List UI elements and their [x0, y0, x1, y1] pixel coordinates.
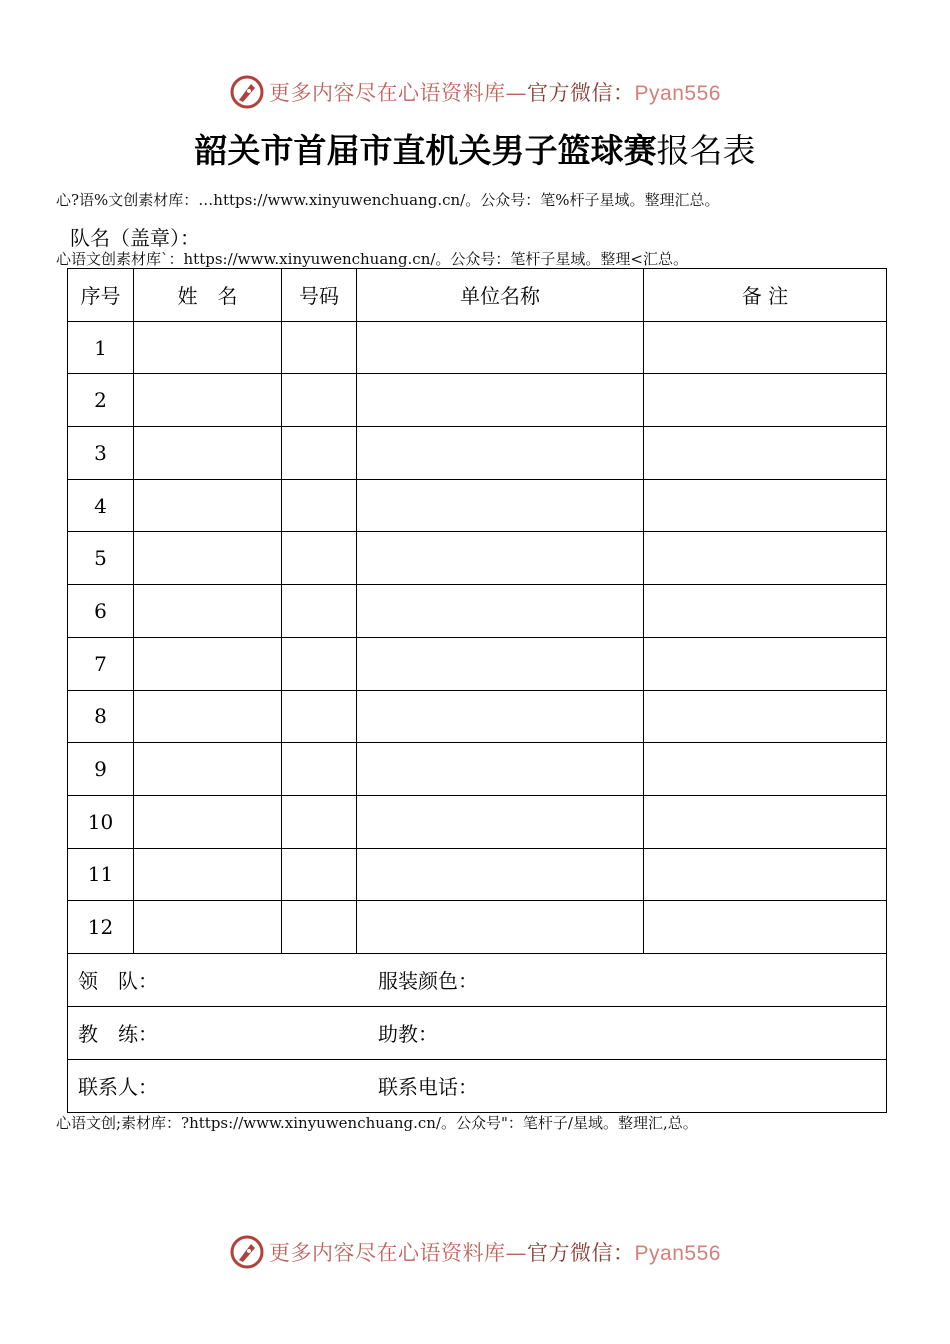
remarks-cell[interactable]	[644, 585, 887, 638]
pen-nib-logo-icon	[229, 74, 265, 110]
leader-label: 领 队：	[78, 969, 158, 994]
unit-cell[interactable]	[357, 795, 644, 848]
remarks-cell[interactable]	[644, 321, 887, 374]
table-row	[68, 321, 887, 374]
header-unit: 单位名称	[357, 269, 644, 322]
assistant-label: 助教：	[378, 1022, 438, 1047]
table-row	[68, 374, 887, 427]
remarks-cell[interactable]	[644, 427, 887, 480]
remarks-cell[interactable]	[644, 795, 887, 848]
remarks-cell[interactable]	[644, 901, 887, 954]
row-index: 6	[68, 585, 134, 638]
coach-label: 教 练：	[78, 1022, 158, 1047]
bottom-banner	[0, 1232, 950, 1272]
table-header-row	[68, 269, 887, 322]
row-index: 4	[68, 479, 134, 532]
team-name-label: 队名（盖章）：	[70, 226, 200, 250]
row-index: 3	[68, 427, 134, 480]
remarks-cell[interactable]	[644, 848, 887, 901]
remarks-cell[interactable]	[644, 637, 887, 690]
name-cell[interactable]	[134, 532, 282, 585]
contact-phone-cell[interactable]	[68, 1059, 887, 1112]
watermark-line-3: 心语文创;素材库：?https://www.xinyuwenchuang.cn/。公众号"：笔杆子/星域。整理汇,总。	[56, 1114, 698, 1132]
table-row	[68, 690, 887, 743]
name-cell[interactable]	[134, 374, 282, 427]
name-cell[interactable]	[134, 690, 282, 743]
name-cell[interactable]	[134, 637, 282, 690]
top-banner	[0, 72, 950, 112]
row-index: 8	[68, 690, 134, 743]
remarks-cell[interactable]	[644, 743, 887, 796]
unit-cell[interactable]	[357, 585, 644, 638]
remarks-cell[interactable]	[644, 532, 887, 585]
row-index: 9	[68, 743, 134, 796]
unit-cell[interactable]	[357, 374, 644, 427]
uniform-color-label: 服装颜色：	[378, 969, 478, 994]
name-cell[interactable]	[134, 901, 282, 954]
remarks-cell[interactable]	[644, 374, 887, 427]
banner-text: 更多内容尽在心语资料库—官方微信：Pyan556	[269, 81, 721, 105]
remarks-cell[interactable]	[644, 690, 887, 743]
name-cell[interactable]	[134, 848, 282, 901]
footer-row-leader	[68, 953, 887, 1006]
name-cell[interactable]	[134, 427, 282, 480]
unit-cell[interactable]	[357, 532, 644, 585]
unit-cell[interactable]	[357, 637, 644, 690]
unit-cell[interactable]	[357, 479, 644, 532]
unit-cell[interactable]	[357, 321, 644, 374]
row-index: 10	[68, 795, 134, 848]
page-title	[0, 128, 950, 174]
header-number: 号码	[282, 269, 357, 322]
registration-table	[67, 268, 887, 1113]
unit-cell[interactable]	[357, 848, 644, 901]
number-cell[interactable]	[282, 637, 357, 690]
number-cell[interactable]	[282, 479, 357, 532]
row-index: 5	[68, 532, 134, 585]
table-row	[68, 901, 887, 954]
footer-row-contact	[68, 1059, 887, 1112]
banner-text: 更多内容尽在心语资料库—官方微信：Pyan556	[269, 1241, 721, 1265]
header-name: 姓 名	[134, 269, 282, 322]
watermark-line-2: 心语文创素材库`：https://www.xinyuwenchuang.cn/。公众号：笔杆子星域。整理<汇总。	[56, 250, 688, 268]
table-row	[68, 637, 887, 690]
row-index: 11	[68, 848, 134, 901]
number-cell[interactable]	[282, 901, 357, 954]
table-row	[68, 427, 887, 480]
unit-cell[interactable]	[357, 901, 644, 954]
title-normal: 报名表	[656, 131, 756, 170]
header-remarks: 备 注	[644, 269, 887, 322]
number-cell[interactable]	[282, 427, 357, 480]
row-index: 1	[68, 321, 134, 374]
name-cell[interactable]	[134, 585, 282, 638]
number-cell[interactable]	[282, 532, 357, 585]
row-index: 2	[68, 374, 134, 427]
contact-label: 联系人：	[78, 1075, 158, 1100]
phone-label: 联系电话：	[378, 1075, 478, 1100]
remarks-cell[interactable]	[644, 479, 887, 532]
name-cell[interactable]	[134, 795, 282, 848]
table-row	[68, 532, 887, 585]
header-index: 序号	[68, 269, 134, 322]
unit-cell[interactable]	[357, 743, 644, 796]
number-cell[interactable]	[282, 848, 357, 901]
footer-row-coach	[68, 1006, 887, 1059]
table-row	[68, 848, 887, 901]
row-index: 12	[68, 901, 134, 954]
number-cell[interactable]	[282, 585, 357, 638]
unit-cell[interactable]	[357, 427, 644, 480]
table-row	[68, 585, 887, 638]
name-cell[interactable]	[134, 743, 282, 796]
pen-nib-logo-icon	[229, 1234, 265, 1270]
number-cell[interactable]	[282, 743, 357, 796]
table-row	[68, 743, 887, 796]
leader-uniform-cell[interactable]	[68, 953, 887, 1006]
unit-cell[interactable]	[357, 690, 644, 743]
table-row	[68, 795, 887, 848]
coach-assistant-cell[interactable]	[68, 1006, 887, 1059]
name-cell[interactable]	[134, 321, 282, 374]
row-index: 7	[68, 637, 134, 690]
table-row	[68, 479, 887, 532]
name-cell[interactable]	[134, 479, 282, 532]
number-cell[interactable]	[282, 321, 357, 374]
watermark-line-1: 心?语%文创素材库：…https://www.xinyuwenchuang.cn/。公众号：笔%杆子星域。整理汇总。	[56, 191, 720, 209]
number-cell[interactable]	[282, 795, 357, 848]
number-cell[interactable]	[282, 690, 357, 743]
number-cell[interactable]	[282, 374, 357, 427]
title-bold: 韶关市首届市直机关男子篮球赛	[194, 131, 657, 170]
